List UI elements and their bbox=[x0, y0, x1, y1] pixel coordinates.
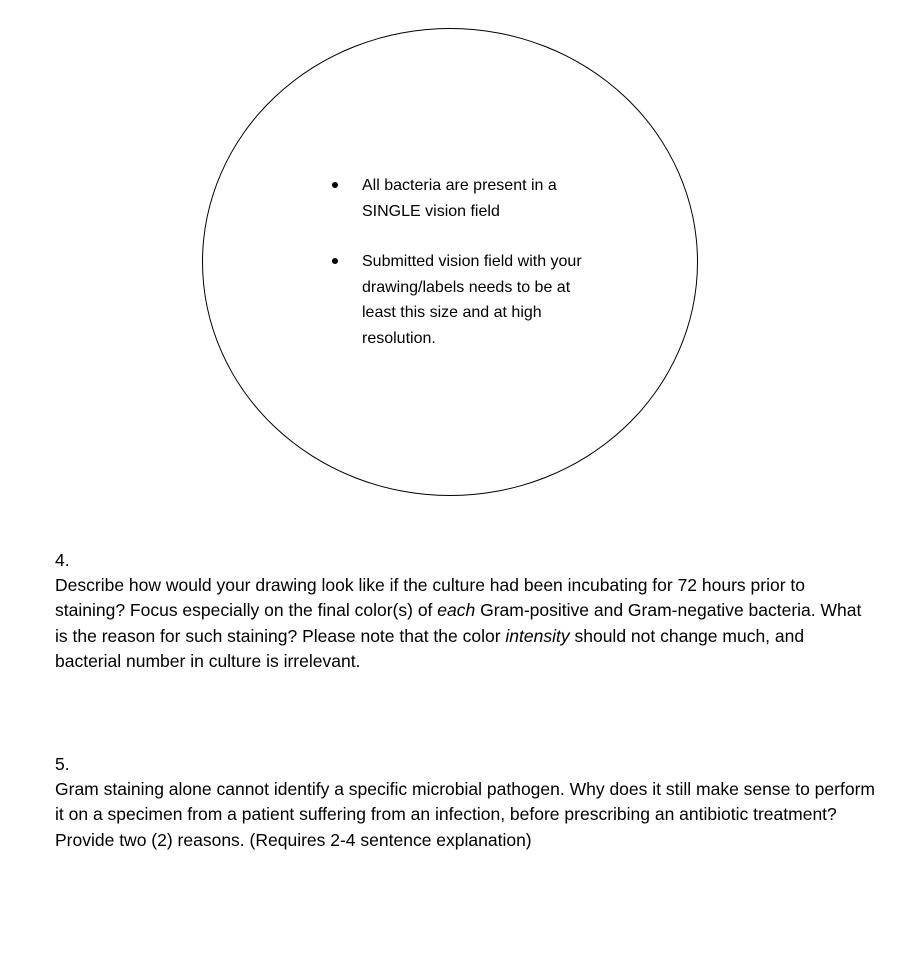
bullet-icon bbox=[332, 258, 338, 264]
bullet-text: All bacteria are present in a SINGLE vision field bbox=[362, 177, 557, 220]
question-text: Describe how would your drawing look like if the culture had been incubating for 72 hours prior to staining? Focus especially on the final color(s) of each Gram-positive and Gram-negative bacteria. What is the reason for such staining? Please note that the color intensity should not change much, and bacterial number in culture is irrelevant. bbox=[55, 575, 862, 671]
question-text: Gram staining alone cannot identify a specific microbial pathogen. Why does it still make sense to perform it on a specimen from a patient suffering from an infection, before prescribing an antibiotic treatment? Provide two (2) reasons. (Requires 2-4 sentence explanation) bbox=[55, 779, 875, 850]
bullet-text: Submitted vision field with your drawing/labels needs to be at least this size and at high resolution. bbox=[362, 253, 582, 347]
list-item bbox=[330, 173, 600, 224]
emphasis: intensity bbox=[505, 625, 570, 646]
bullet-icon bbox=[332, 182, 338, 188]
question-number: 5. bbox=[55, 754, 70, 774]
question-5 bbox=[55, 752, 875, 853]
emphasis: each bbox=[437, 600, 476, 621]
list-item bbox=[330, 249, 600, 351]
question-4 bbox=[55, 548, 875, 674]
question-number: 4. bbox=[55, 550, 70, 570]
vision-field-instructions bbox=[330, 173, 600, 376]
